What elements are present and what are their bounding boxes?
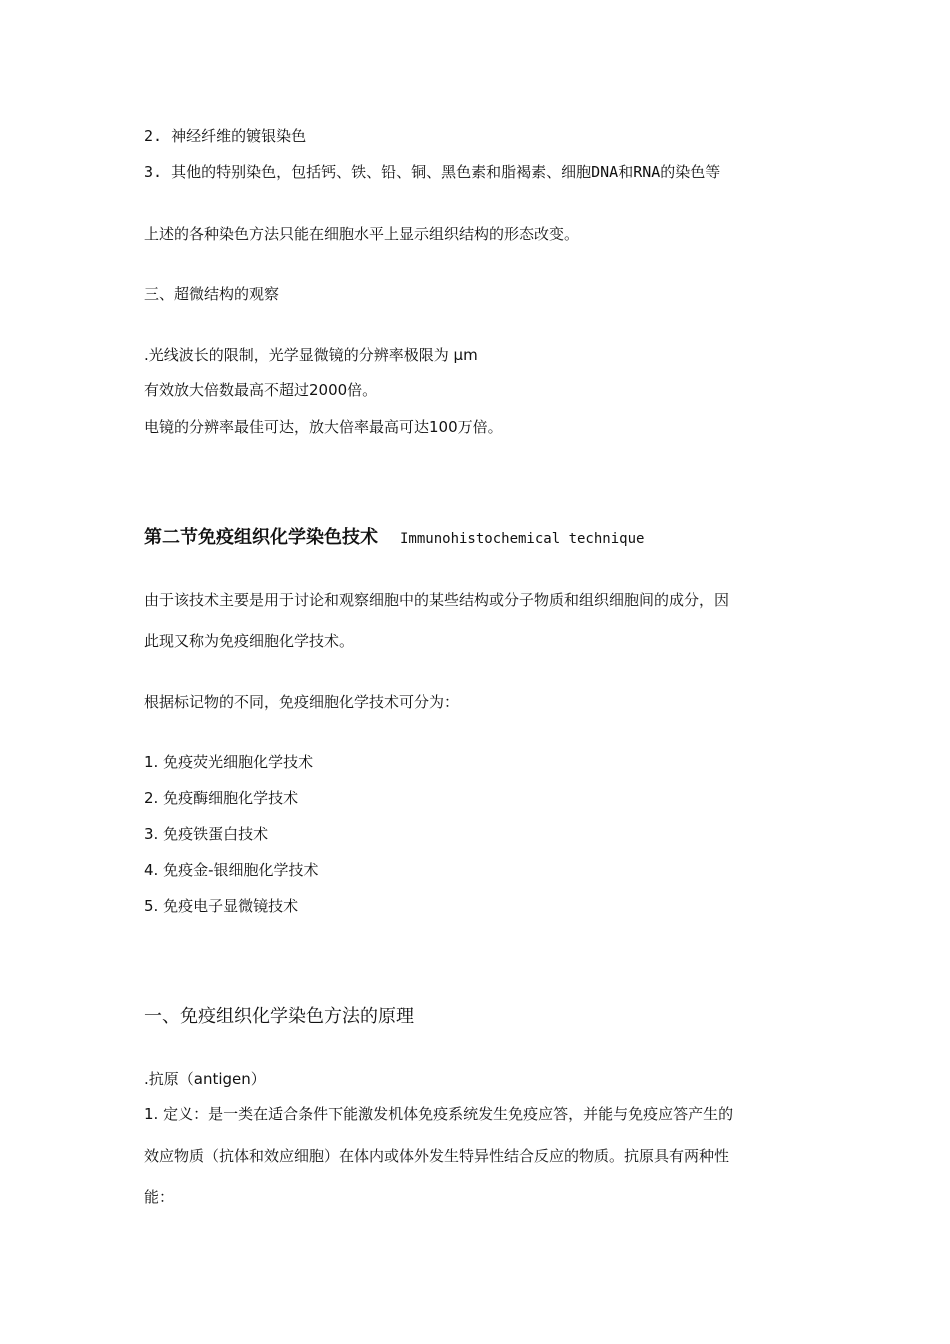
list-item: 5. 免疫电子显微镜技术 <box>144 897 299 915</box>
definition-line: 效应物质（抗体和效应细胞）在体内或体外发生特异性结合反应的物质。抗原具有两种性 <box>144 1147 730 1165</box>
definition-line: 1. 定义：是一类在适合条件下能激发机体免疫系统发生免疫应答，并能与免疫应答产生的 <box>144 1105 734 1123</box>
antigen-label: .抗原（antigen） <box>144 1070 266 1088</box>
definition-line: 能： <box>144 1188 175 1206</box>
section-title-cn: 第二节免疫组织化学染色技术 <box>144 527 378 548</box>
summary-paragraph: 上述的各种染色方法只能在细胞水平上显示组织结构的形态改变。 <box>144 225 580 243</box>
text-line: .光线波长的限制，光学显微镜的分辨率极限为 μm <box>144 346 478 364</box>
section-title-en: Immunohistochemical technique <box>400 531 645 547</box>
text-line: 有效放大倍数最高不超过2000倍。 <box>144 381 378 399</box>
text-line: 电镜的分辨率最佳可达，放大倍率最高可达100万倍。 <box>144 418 503 436</box>
list-item: 2. 免疫酶细胞化学技术 <box>144 789 299 807</box>
list-item: 4. 免疫金-银细胞化学技术 <box>144 861 319 879</box>
list-item: 3. 免疫铁蛋白技术 <box>144 825 269 843</box>
paragraph-line: 此现又称为免疫细胞化学技术。 <box>144 632 355 650</box>
classification-intro: 根据标记物的不同，免疫细胞化学技术可分为： <box>144 693 460 711</box>
paragraph-line: 由于该技术主要是用于讨论和观察细胞中的某些结构或分子物质和组织细胞间的成分，因 <box>144 591 730 609</box>
principle-heading: 一、免疫组织化学染色方法的原理 <box>144 1006 414 1027</box>
list-item: 3. 其他的特别染色，包括钙、铁、铅、铜、黑色素和脂褐素、细胞DNA和RNA的染色等 <box>144 163 721 181</box>
section-title <box>144 526 644 551</box>
list-item: 1. 免疫荧光细胞化学技术 <box>144 753 314 771</box>
list-item: 2. 神经纤维的镀银染色 <box>144 127 307 145</box>
part3-heading: 三、超微结构的观察 <box>144 285 280 303</box>
